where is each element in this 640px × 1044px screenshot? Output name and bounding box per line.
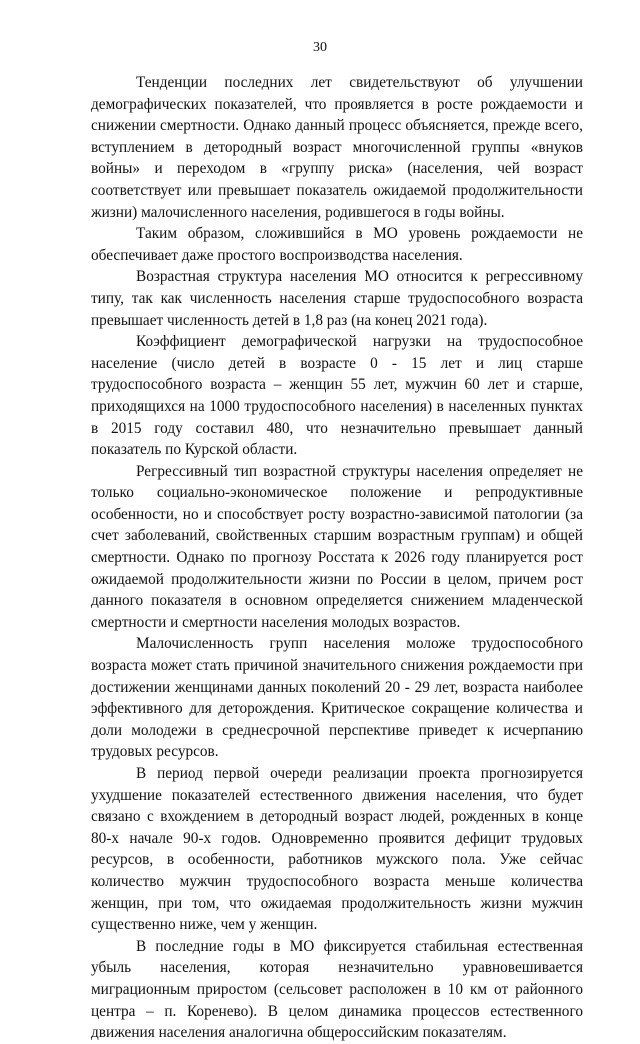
paragraph-age-structure: Возрастная структура населения МО относится к регрессивному типу, так как численность населения старше трудоспособного возраста превышает численность детей в 1,8 раз (на конец 2021 года). — [91, 268, 583, 329]
paragraph-youth-shortage: Малочисленность групп населения моложе трудоспособного возраста может стать причиной значительного снижения рождаемости при достижении женщинами данных поколений 20 - 29 лет, возраста наиболее эффективного для деторождения. Критическое сокращение количества и доли молодежи в среднесрочной перспективе приведет к исчерпанию трудовых ресурсов. — [91, 635, 583, 761]
paragraph-regressive-type: Регрессивный тип возрастной структуры населения определяет не только социально-экономическое положение и репродуктивные особенности, но и способствует росту возрастно-зависимой патологии (за счет заболеваний, свойственных старшим возрастным группам) и общей смертности. Однако по прогнозу Росстата к 2026 году планируется рост ожидаемой продолжительности жизни по России в целом, причем рост данного показателя в основном определяется снижением младенческой смертности и смертности населения молодых возрастов. — [91, 462, 583, 631]
paragraph-dependency-ratio: Коэффициент демографической нагрузки на трудоспособное население (число детей в возрасте 0 - 15 лет и лиц старше трудоспособного возраста – женщин 55 лет, мужчин 60 лет и старше, приходящихся на 1000 трудоспособного населения) в населенных пунктах в 2015 году составил 480, что незначительно превышает данный показатель по Курской области. — [91, 333, 583, 459]
paragraph-birth-rate-conclusion: Таким образом, сложившийся в МО уровень рождаемости не обеспечивает даже простого воспроизводства населения. — [91, 225, 583, 264]
page-number: 30 — [313, 40, 327, 55]
body-text — [91, 72, 583, 1044]
paragraph-demographic-trends: Тенденции последних лет свидетельствуют об улучшении демографических показателей, что проявляется в росте рождаемости и снижении смертности. Однако данный процесс объясняется, прежде всего, вступлением в детородный возраст многочисленной группы «внуков войны» и переходом в «группу риска» (населения, чей возраст соответствует или превышает показатель ожидаемой продолжительности жизни) малочисленного населения, родившегося в годы войны. — [91, 74, 583, 221]
paragraph-natural-decline: В последние годы в МО фиксируется стабильная естественная убыль населения, которая незначительно уравновешивается миграционным приростом (сельсовет расположен в 10 км от районного центра – п. Коренево). В целом динамика процессов естественного движения населения аналогична общероссийским показателям. — [91, 937, 583, 1042]
paragraph-forecast: В период первой очереди реализации проекта прогнозируется ухудшение показателей естественного движения населения, что будет связано с вхождением в детородный возраст людей, рожденных в конце 80-х начале 90-х годов. Одновременно проявится дефицит трудовых ресурсов, в особенности, работников мужского пола. Уже сейчас количество мужчин трудоспособного возраста меньше количества женщин, при том, что ожидаемая продолжительность жизни мужчин существенно ниже, чем у женщин. — [91, 765, 583, 934]
